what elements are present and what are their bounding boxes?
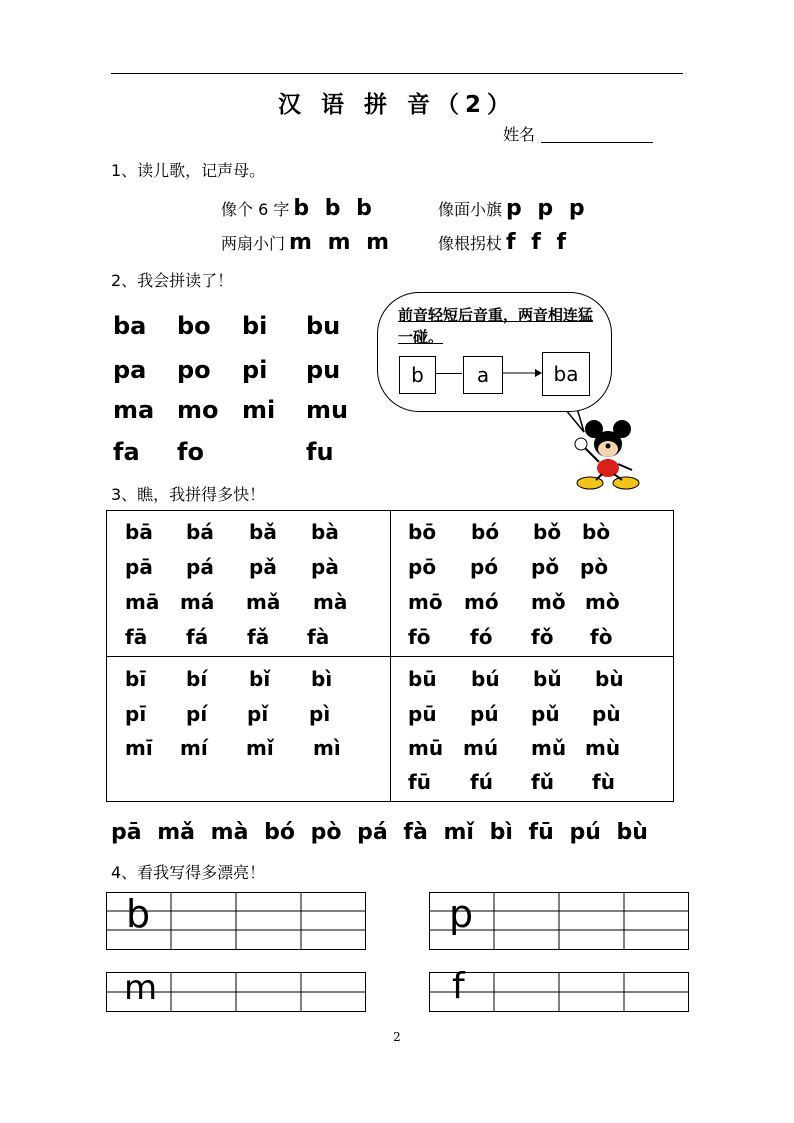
- tone-syllable: bó: [471, 520, 500, 544]
- tone-syllable: pā: [125, 555, 153, 579]
- poem-text: 像根拐杖: [438, 234, 503, 253]
- page-number: 2: [393, 1030, 401, 1044]
- tone-syllable: mǎ: [246, 590, 281, 614]
- writing-grid-f[interactable]: [429, 972, 691, 1014]
- bubble-box-a: a: [463, 356, 503, 394]
- tone-syllable: pó: [470, 555, 499, 579]
- tone-syllable: pí: [186, 702, 208, 726]
- tone-syllable: mà: [313, 590, 348, 614]
- tone-syllable: fō: [408, 625, 431, 649]
- tone-syllable: mī: [125, 736, 153, 760]
- syllable: bo: [177, 312, 211, 340]
- syllable: bu: [306, 312, 341, 340]
- tone-syllable: pá: [186, 555, 214, 579]
- page-title: 汉 语 拼 音（2）: [277, 92, 517, 118]
- syllable: po: [177, 356, 211, 384]
- bubble-box-b: b: [399, 356, 436, 394]
- tone-syllable: fó: [470, 625, 493, 649]
- poem-letters: m m m: [289, 230, 394, 255]
- tone-syllable: mū: [408, 736, 444, 760]
- cartoon-mouse-icon: [566, 416, 656, 494]
- tone-syllable: fù: [592, 770, 615, 794]
- poem-text: 像面小旗: [438, 200, 503, 219]
- tone-syllable: má: [180, 590, 215, 614]
- syllable: fu: [306, 438, 334, 466]
- poem-line-2: [438, 196, 589, 221]
- writing-letter-m: m: [124, 968, 158, 1008]
- tone-syllable: mǔ: [531, 736, 567, 760]
- syllable: mo: [177, 396, 219, 424]
- writing-letter-f: f: [452, 966, 465, 1007]
- tone-syllable: pǎ: [249, 555, 277, 579]
- writing-letter-p: p: [449, 892, 474, 936]
- tone-syllable: mò: [585, 590, 620, 614]
- tone-syllable: fǎ: [247, 625, 270, 649]
- syllable: mu: [306, 396, 349, 424]
- tone-syllable: bí: [186, 667, 208, 691]
- bubble-box-ba: ba: [542, 352, 590, 396]
- tone-syllable: pú: [470, 702, 499, 726]
- syllable: pi: [242, 356, 268, 384]
- syllable: pa: [113, 356, 147, 384]
- tone-syllable: bǒ: [533, 520, 562, 544]
- tone-syllable: bī: [125, 667, 147, 691]
- tone-syllable: fú: [470, 770, 493, 794]
- tone-syllable: fǔ: [531, 770, 554, 794]
- tone-syllable: bò: [582, 520, 611, 544]
- name-label: 姓名: [503, 125, 536, 144]
- syllable: fo: [177, 438, 204, 466]
- tone-syllable: pì: [309, 702, 331, 726]
- poem-text: 两扇小门: [221, 234, 286, 253]
- tone-syllable: bǎ: [249, 520, 277, 544]
- tone-syllable: mǐ: [246, 736, 274, 760]
- connector-line: [436, 373, 462, 374]
- poem-letters: p p p: [506, 196, 589, 221]
- tone-syllable: mú: [463, 736, 499, 760]
- tone-syllable: fà: [307, 625, 330, 649]
- tone-syllable: mó: [464, 590, 499, 614]
- tone-syllable: pī: [125, 702, 147, 726]
- poem-text: 像个 6 字: [221, 200, 290, 219]
- tone-table-divider-horizontal: [106, 656, 674, 657]
- tone-syllable: mǒ: [531, 590, 566, 614]
- tone-syllable: fá: [186, 625, 209, 649]
- arrow-icon: [503, 367, 543, 379]
- tone-syllable: pǒ: [531, 555, 560, 579]
- tone-syllable: bō: [408, 520, 437, 544]
- section-1-heading: 1、读儿歌，记声母。: [111, 161, 266, 180]
- poem-line-4: [438, 230, 570, 255]
- tone-syllable: pǔ: [531, 702, 560, 726]
- tone-syllable: mí: [180, 736, 208, 760]
- section-2-heading: 2、我会拼读了！: [111, 271, 234, 290]
- tone-syllable: mā: [125, 590, 160, 614]
- name-blank-line[interactable]: [541, 142, 653, 143]
- writing-letter-b: b: [126, 892, 151, 936]
- tone-syllable: bì: [311, 667, 333, 691]
- tone-syllable: pū: [408, 702, 437, 726]
- poem-line-1: [221, 196, 376, 221]
- tone-syllable: fǒ: [531, 625, 554, 649]
- tone-syllable: mù: [585, 736, 621, 760]
- tone-syllable: bú: [471, 667, 500, 691]
- syllable: mi: [242, 396, 276, 424]
- mixed-syllable-line: pā mǎ mà bó pò pá fà mǐ bì fū pú bù: [111, 820, 648, 845]
- tone-syllable: pù: [592, 702, 621, 726]
- tone-syllable: bù: [595, 667, 624, 691]
- section-3-heading: 3、瞧，我拼得多快！: [111, 485, 266, 504]
- tone-syllable: pō: [408, 555, 437, 579]
- tone-syllable: pà: [311, 555, 339, 579]
- tone-syllable: pǐ: [247, 702, 269, 726]
- tone-syllable: bū: [408, 667, 437, 691]
- syllable: bi: [242, 312, 268, 340]
- top-rule: [111, 73, 683, 74]
- tone-syllable: mì: [313, 736, 341, 760]
- syllable: fa: [113, 438, 140, 466]
- poem-letters: b b b: [293, 196, 376, 221]
- tone-syllable: fū: [408, 770, 431, 794]
- tone-syllable: fò: [590, 625, 613, 649]
- tone-syllable: bǔ: [533, 667, 562, 691]
- syllable: pu: [306, 356, 341, 384]
- section-4-heading: 4、看我写得多漂亮！: [111, 863, 266, 882]
- tone-syllable: mō: [408, 590, 443, 614]
- tone-syllable: bà: [311, 520, 339, 544]
- tone-syllable: pò: [580, 555, 609, 579]
- bubble-text: 前音轻短后音重，两音相连猛一碰。: [398, 306, 594, 346]
- poem-letters: f f f: [506, 230, 571, 255]
- poem-line-3: [221, 230, 393, 255]
- syllable: ma: [113, 396, 155, 424]
- tone-syllable: bá: [186, 520, 214, 544]
- tone-syllable: bǐ: [249, 667, 271, 691]
- syllable: ba: [113, 312, 147, 340]
- tone-syllable: fā: [125, 625, 148, 649]
- tone-syllable: bā: [125, 520, 153, 544]
